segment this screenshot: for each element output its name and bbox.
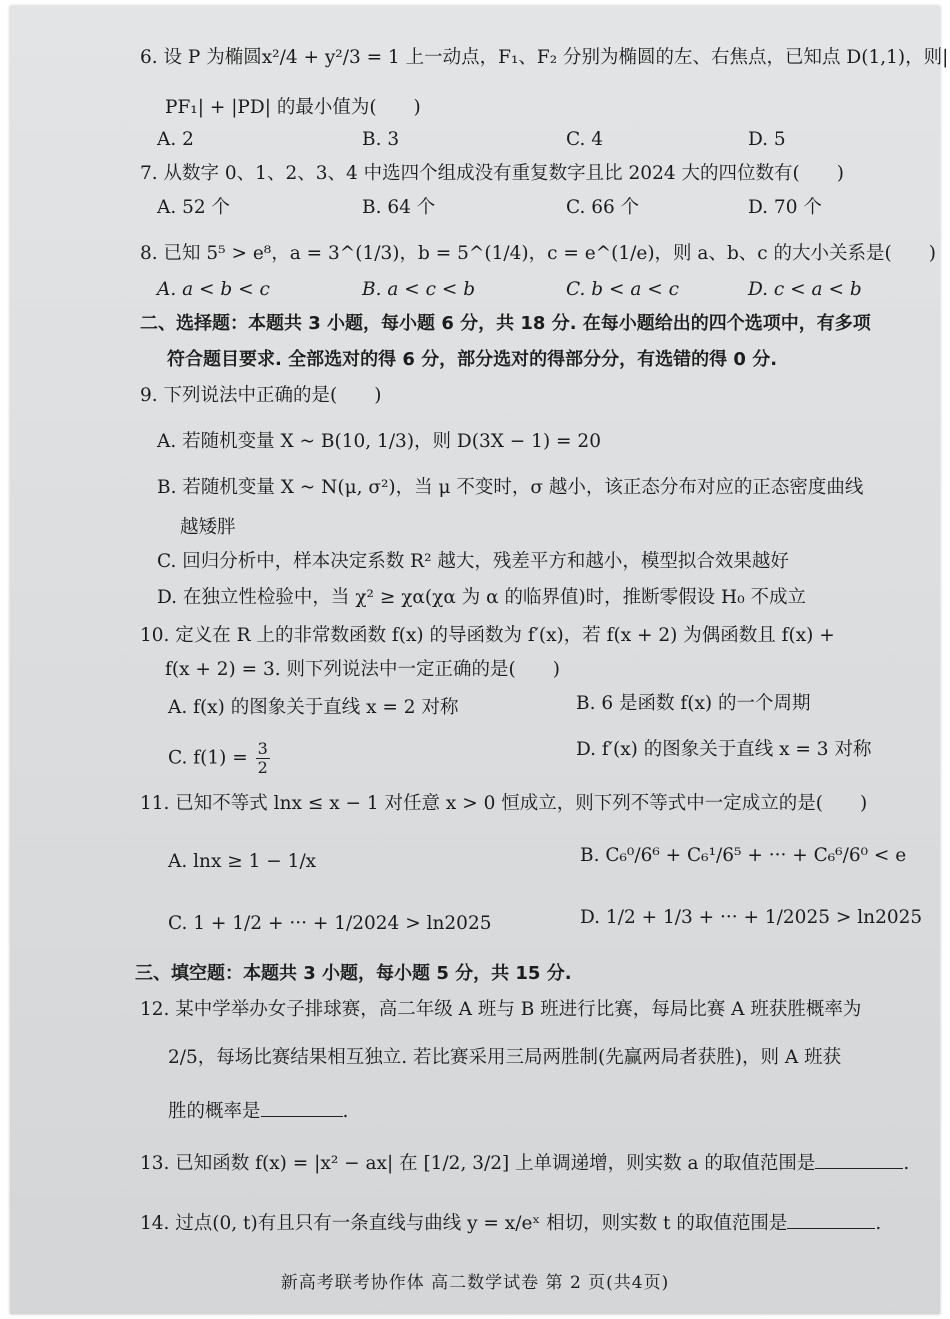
q10-option-c — [168, 740, 272, 777]
q13-text: 13. 已知函数 f(x) = |x² − ax| 在 [1/2, 3/2] 上单调递增，则实数 a 的取值范围是 . — [140, 1153, 910, 1174]
q8-option-a: A. a < b < c — [157, 279, 270, 300]
q10-option-c-label: C. f(1) = — [168, 747, 248, 769]
q10-line1: 10. 定义在 R 上的非常数函数 f(x) 的导函数为 f′(x)，若 f(x + 2) 为偶函数且 f(x) + — [140, 625, 835, 646]
fraction — [256, 740, 270, 777]
q13-stem: 13. 已知函数 f(x) = |x² − ax| 在 [1/2, 3/2] 上单调递增，则实数 a 的取值范围是 — [140, 1153, 816, 1174]
denominator: 2 — [257, 758, 268, 777]
q14-text: 14. 过点(0, t)有且只有一条直线与曲线 y = x/eˣ 相切，则实数 t 的取值范围是 . — [140, 1213, 882, 1234]
q12-line1: 12. 某中学举办女子排球赛，高二年级 A 班与 B 班进行比赛，每局比赛 A 班获胜概率为 — [140, 999, 862, 1020]
exam-page — [10, 6, 949, 1314]
q9-option-c: C. 回归分析中，样本决定系数 R² 越大，残差平方和越小，模型拟合效果越好 — [157, 551, 789, 572]
q6-option-d: D. 5 — [748, 129, 786, 150]
q6-option-c: C. 4 — [566, 129, 604, 150]
q7-option-a: A. 52 个 — [157, 197, 231, 218]
q10-option-a: A. f(x) 的图象关于直线 x = 2 对称 — [168, 697, 459, 718]
q6-option-b: B. 3 — [362, 129, 400, 150]
q11-option-b: B. C₆⁰/6⁶ + C₆¹/6⁵ + ··· + C₆⁶/6⁰ < e — [580, 845, 907, 866]
q8-option-b: B. a < c < b — [362, 279, 476, 300]
q8-option-d: D. c < a < b — [748, 279, 862, 300]
section3-heading: 三、填空题：本题共 3 小题，每小题 5 分，共 15 分. — [135, 963, 572, 984]
answer-blank — [815, 1152, 903, 1169]
q6-option-a: A. 2 — [157, 129, 194, 150]
q12-line2: 2/5，每场比赛结果相互独立. 若比赛采用三局两胜制(先赢两局者获胜)，则 A 班获 — [168, 1047, 842, 1068]
q11-option-d: D. 1/2 + 1/3 + ··· + 1/2025 > ln2025 — [580, 907, 923, 928]
q7-option-d: D. 70 个 — [748, 197, 822, 218]
q10-option-b: B. 6 是函数 f(x) 的一个周期 — [576, 693, 811, 714]
numerator: 3 — [257, 739, 268, 758]
q10-line2: f(x + 2) = 3. 则下列说法中一定正确的是( ) — [165, 659, 560, 680]
q6-line1: 6. 设 P 为椭圆x²/4 + y²/3 = 1 上一动点，F₁、F₂ 分别为椭圆的左、右焦点，已知点 D(1,1)，则| — [140, 47, 949, 68]
q10-option-d: D. f′(x) 的图象关于直线 x = 3 对称 — [576, 739, 872, 760]
q7-stem: 7. 从数字 0、1、2、3、4 中选四个组成没有重复数字且比 2024 大的四位数有( ) — [140, 163, 844, 184]
answer-blank — [787, 1212, 875, 1229]
q9-option-a: A. 若随机变量 X ~ B(10, 1/3)，则 D(3X − 1) = 20 — [157, 431, 601, 452]
q8-stem: 8. 已知 5⁵ > e⁸，a = 3^(1/3)，b = 5^(1/4)，c = e^(1/e)，则 a、b、c 的大小关系是( ) — [140, 243, 936, 264]
section2-heading-cont: 符合题目要求. 全部选对的得 6 分，部分选对的得部分分，有选错的得 0 分. — [167, 349, 778, 370]
q11-option-c: C. 1 + 1/2 + ··· + 1/2024 > ln2025 — [168, 913, 492, 934]
q9-option-b: B. 若随机变量 X ~ N(μ, σ²)，当 μ 不变时，σ 越小，该正态分布对应的正态密度曲线 — [157, 477, 864, 498]
q11-option-a: A. lnx ≥ 1 − 1/x — [168, 851, 317, 872]
q9-stem: 9. 下列说法中正确的是( ) — [140, 385, 382, 406]
q8-option-c: C. b < a < c — [566, 279, 680, 300]
q11-stem: 11. 已知不等式 lnx ≤ x − 1 对任意 x > 0 恒成立，则下列不等式中一定成立的是( ) — [140, 793, 868, 814]
q7-option-c: C. 66 个 — [566, 197, 640, 218]
q9-option-d: D. 在独立性检验中，当 χ² ≥ χα(χα 为 α 的临界值)时，推断零假设 H₀ 不成立 — [157, 587, 806, 608]
q12-line3-text: 胜的概率是 — [168, 1101, 261, 1122]
q12-line3: 胜的概率是 . — [168, 1101, 349, 1122]
section2-heading: 二、选择题：本题共 3 小题，每小题 6 分，共 18 分. 在每小题给出的四个选项中，有多项 — [140, 313, 871, 334]
q7-option-b: B. 64 个 — [362, 197, 436, 218]
q9-option-b-cont: 越矮胖 — [180, 517, 236, 538]
answer-blank — [261, 1100, 343, 1117]
q6-line2: PF₁| + |PD| 的最小值为( ) — [165, 97, 421, 118]
page-footer: 新高考联考协作体 高二数学试卷 第 2 页(共4页) — [280, 1273, 670, 1293]
q14-stem: 14. 过点(0, t)有且只有一条直线与曲线 y = x/eˣ 相切，则实数 t 的取值范围是 — [140, 1213, 788, 1234]
